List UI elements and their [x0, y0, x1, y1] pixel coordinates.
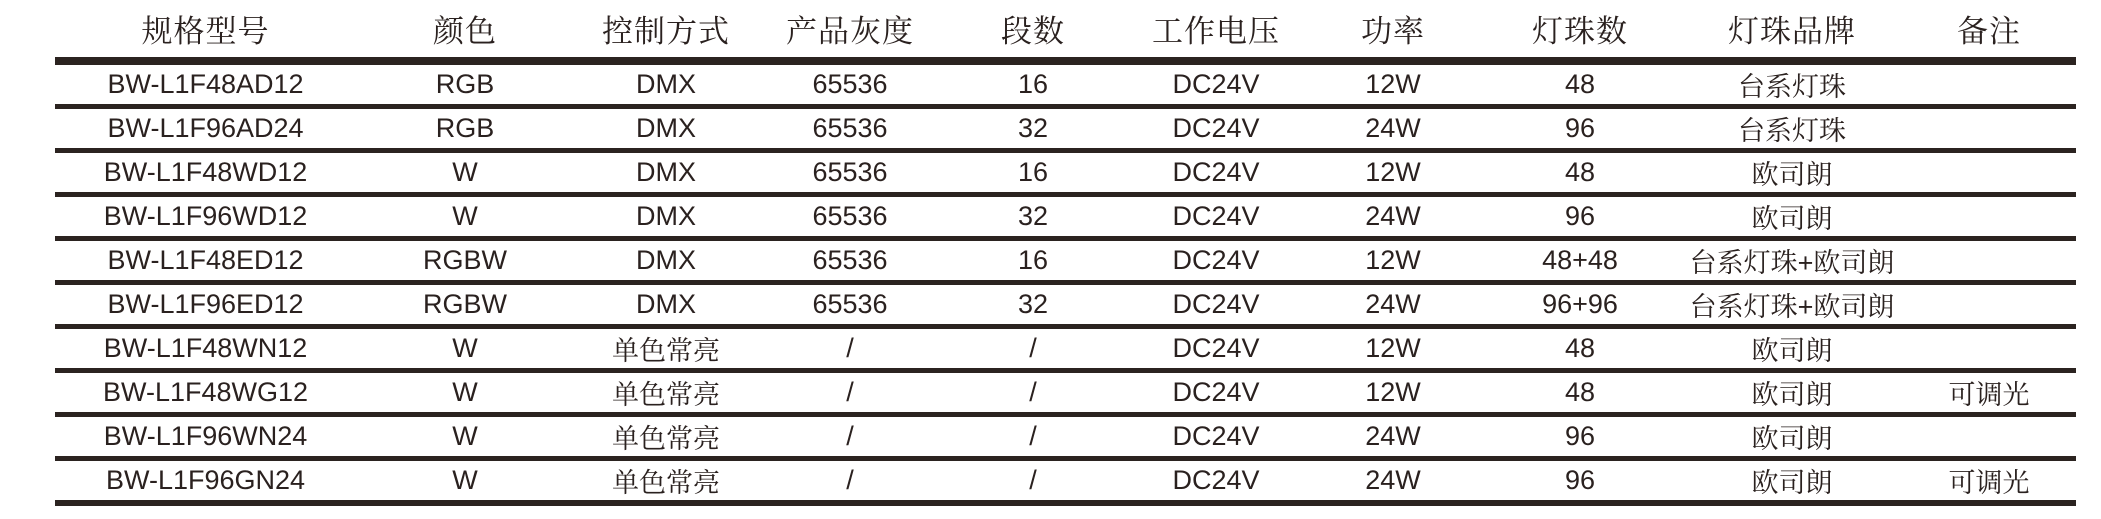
- cell-power: 24W: [1308, 283, 1478, 327]
- table-row: [55, 239, 2076, 283]
- cell-grayscale: 65536: [758, 283, 942, 327]
- table-row: [55, 195, 2076, 239]
- cell-color: W: [356, 371, 574, 415]
- cell-grayscale: /: [758, 459, 942, 504]
- column-header-grayscale: 产品灰度: [758, 0, 942, 61]
- cell-led-count: 96: [1478, 459, 1682, 504]
- table-row: [55, 61, 2076, 107]
- cell-color: RGB: [356, 61, 574, 107]
- cell-control: 单色常亮: [574, 415, 758, 459]
- cell-led-brand: 欧司朗: [1682, 195, 1902, 239]
- cell-led-count: 48: [1478, 327, 1682, 371]
- cell-voltage: DC24V: [1124, 459, 1308, 504]
- cell-voltage: DC24V: [1124, 107, 1308, 151]
- cell-led-brand: 欧司朗: [1682, 371, 1902, 415]
- cell-grayscale: 65536: [758, 107, 942, 151]
- cell-control: DMX: [574, 61, 758, 107]
- column-header-remark: 备注: [1902, 0, 2076, 61]
- cell-power: 24W: [1308, 415, 1478, 459]
- cell-voltage: DC24V: [1124, 61, 1308, 107]
- cell-power: 24W: [1308, 107, 1478, 151]
- cell-voltage: DC24V: [1124, 371, 1308, 415]
- cell-voltage: DC24V: [1124, 195, 1308, 239]
- cell-led-brand: 欧司朗: [1682, 151, 1902, 195]
- column-header-segments: 段数: [942, 0, 1124, 61]
- cell-led-count: 48+48: [1478, 239, 1682, 283]
- cell-led-count: 48: [1478, 151, 1682, 195]
- cell-power: 12W: [1308, 239, 1478, 283]
- cell-power: 24W: [1308, 195, 1478, 239]
- cell-power: 12W: [1308, 61, 1478, 107]
- cell-remark: [1902, 239, 2076, 283]
- cell-remark: [1902, 195, 2076, 239]
- cell-color: W: [356, 151, 574, 195]
- table-row: [55, 107, 2076, 151]
- cell-model: BW-L1F48ED12: [55, 239, 356, 283]
- column-header-led-count: 灯珠数: [1478, 0, 1682, 61]
- cell-voltage: DC24V: [1124, 415, 1308, 459]
- cell-remark: [1902, 151, 2076, 195]
- cell-segments: /: [942, 371, 1124, 415]
- cell-color: W: [356, 195, 574, 239]
- cell-control: 单色常亮: [574, 371, 758, 415]
- cell-grayscale: 65536: [758, 61, 942, 107]
- cell-grayscale: 65536: [758, 239, 942, 283]
- table-row: [55, 415, 2076, 459]
- cell-remark: [1902, 283, 2076, 327]
- column-header-model: 规格型号: [55, 0, 356, 61]
- column-header-control: 控制方式: [574, 0, 758, 61]
- cell-segments: 32: [942, 283, 1124, 327]
- cell-led-brand: 台系灯珠: [1682, 61, 1902, 107]
- cell-model: BW-L1F96GN24: [55, 459, 356, 504]
- cell-model: BW-L1F48WG12: [55, 371, 356, 415]
- cell-color: W: [356, 327, 574, 371]
- cell-control: DMX: [574, 283, 758, 327]
- column-header-led-brand: 灯珠品牌: [1682, 0, 1902, 61]
- cell-power: 24W: [1308, 459, 1478, 504]
- cell-grayscale: /: [758, 415, 942, 459]
- cell-control: DMX: [574, 107, 758, 151]
- cell-model: BW-L1F96AD24: [55, 107, 356, 151]
- cell-segments: /: [942, 415, 1124, 459]
- cell-grayscale: 65536: [758, 151, 942, 195]
- cell-segments: /: [942, 327, 1124, 371]
- cell-color: RGBW: [356, 283, 574, 327]
- cell-grayscale: /: [758, 371, 942, 415]
- cell-control: DMX: [574, 151, 758, 195]
- cell-led-brand: 欧司朗: [1682, 415, 1902, 459]
- cell-model: BW-L1F48WN12: [55, 327, 356, 371]
- cell-control: DMX: [574, 239, 758, 283]
- cell-voltage: DC24V: [1124, 239, 1308, 283]
- table-header: [55, 0, 2076, 61]
- cell-voltage: DC24V: [1124, 151, 1308, 195]
- cell-control: 单色常亮: [574, 459, 758, 504]
- cell-voltage: DC24V: [1124, 327, 1308, 371]
- cell-model: BW-L1F48AD12: [55, 61, 356, 107]
- cell-led-count: 96+96: [1478, 283, 1682, 327]
- cell-remark: [1902, 107, 2076, 151]
- column-header-power: 功率: [1308, 0, 1478, 61]
- cell-power: 12W: [1308, 371, 1478, 415]
- cell-segments: 32: [942, 107, 1124, 151]
- cell-segments: 16: [942, 151, 1124, 195]
- cell-led-brand: 欧司朗: [1682, 459, 1902, 504]
- cell-led-brand: 欧司朗: [1682, 327, 1902, 371]
- cell-color: W: [356, 459, 574, 504]
- cell-led-count: 48: [1478, 61, 1682, 107]
- cell-grayscale: 65536: [758, 195, 942, 239]
- cell-model: BW-L1F96ED12: [55, 283, 356, 327]
- cell-power: 12W: [1308, 327, 1478, 371]
- cell-voltage: DC24V: [1124, 283, 1308, 327]
- cell-segments: 16: [942, 239, 1124, 283]
- cell-color: W: [356, 415, 574, 459]
- cell-color: RGBW: [356, 239, 574, 283]
- table-row: [55, 371, 2076, 415]
- column-header-color: 颜色: [356, 0, 574, 61]
- cell-remark: 可调光: [1902, 459, 2076, 504]
- table-row: [55, 459, 2076, 504]
- cell-model: BW-L1F96WN24: [55, 415, 356, 459]
- cell-remark: 可调光: [1902, 371, 2076, 415]
- cell-remark: [1902, 415, 2076, 459]
- column-header-voltage: 工作电压: [1124, 0, 1308, 61]
- cell-model: BW-L1F96WD12: [55, 195, 356, 239]
- cell-control: DMX: [574, 195, 758, 239]
- cell-led-count: 96: [1478, 107, 1682, 151]
- cell-model: BW-L1F48WD12: [55, 151, 356, 195]
- header-row: [55, 0, 2076, 61]
- cell-segments: 16: [942, 61, 1124, 107]
- cell-segments: /: [942, 459, 1124, 504]
- cell-color: RGB: [356, 107, 574, 151]
- cell-remark: [1902, 61, 2076, 107]
- table-row: [55, 283, 2076, 327]
- cell-power: 12W: [1308, 151, 1478, 195]
- table-body: [55, 61, 2076, 503]
- cell-led-brand: 台系灯珠: [1682, 107, 1902, 151]
- cell-led-count: 48: [1478, 371, 1682, 415]
- cell-led-brand: 台系灯珠+欧司朗: [1682, 283, 1902, 327]
- cell-control: 单色常亮: [574, 327, 758, 371]
- product-spec-table: [55, 0, 2076, 506]
- cell-led-brand: 台系灯珠+欧司朗: [1682, 239, 1902, 283]
- table-row: [55, 327, 2076, 371]
- cell-remark: [1902, 327, 2076, 371]
- cell-grayscale: /: [758, 327, 942, 371]
- cell-led-count: 96: [1478, 415, 1682, 459]
- cell-led-count: 96: [1478, 195, 1682, 239]
- cell-segments: 32: [942, 195, 1124, 239]
- table-row: [55, 151, 2076, 195]
